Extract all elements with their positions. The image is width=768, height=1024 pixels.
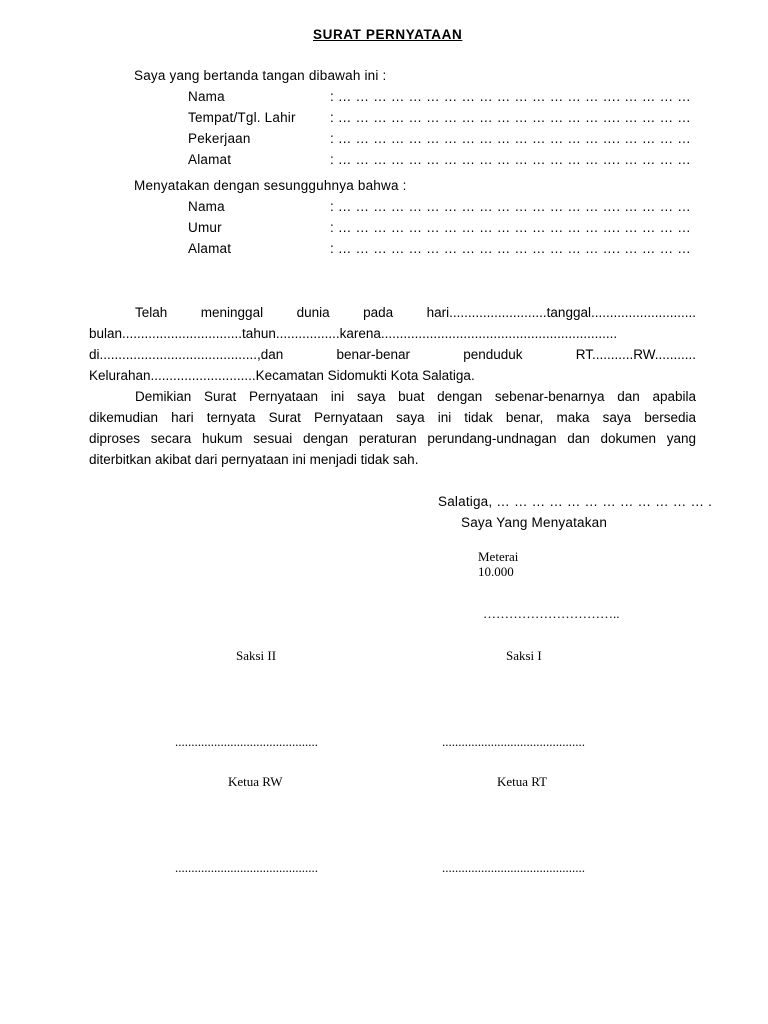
body-line: diproses secara hukum sesuai dengan peraturan perundang-undnagan dan dokumen yang [89,431,696,446]
field-label: Alamat [188,241,232,256]
declare-intro: Menyatakan dengan sesungguhnya bahwa : [134,178,407,193]
field-label: Nama [188,89,225,104]
field-label: Tempat/Tgl. Lahir [188,110,296,125]
rw-head-label: Ketua RW [228,774,283,789]
signer-title: Saya Yang Menyatakan [461,515,608,530]
field-value: : … … … … … … … … … … … … … … … …. … … … … [330,199,691,214]
witness-2-signature-line: ............................................ [175,734,318,749]
intro-text: Saya yang bertanda tangan dibawah ini : [134,68,387,83]
body-line: dikemudian hari ternyata Surat Pernyataan saya ini tidak benar, maka saya bersedia [89,410,696,425]
field-label: Nama [188,199,225,214]
signer-signature-line: ………………………….. [483,606,620,621]
body-line: Demikian Surat Pernyataan ini saya buat dengan sebenar-benarnya dan apabila [135,389,696,404]
field-value: : … … … … … … … … … … … … … … … …. … … … … [330,131,691,146]
witness-2-label: Saksi II [236,648,277,663]
field-value: : … … … … … … … … … … … … … … … …. … … … … [330,241,691,256]
field-value: : … … … … … … … … … … … … … … … …. … … … … [330,220,691,235]
field-value: : … … … … … … … … … … … … … … … …. … … … … [330,89,691,104]
rw-signature-line: ............................................ [175,860,318,875]
witness-1-signature-line: ............................................ [442,734,585,749]
field-value: : … … … … … … … … … … … … … … … …. … … … … [330,110,691,125]
body-line: Telah meninggal dunia pada hari..........................tanggal............................ [135,305,696,320]
rt-signature-line: ............................................ [442,860,585,875]
field-value: : … … … … … … … … … … … … … … … …. … … … … [330,152,691,167]
body-line: di..........................................,dan benar-benar penduduk RT...........RW........... [89,347,696,362]
body-line: diterbitkan akibat dari pernyataan ini menjadi tidak sah. [89,452,419,467]
field-label: Alamat [188,152,232,167]
witness-1-label: Saksi I [506,648,542,663]
rt-head-label: Ketua RT [497,774,548,789]
body-line: bulan................................tahun.................karena............................................................... [89,326,618,341]
field-label: Umur [188,220,222,235]
page-title: SURAT PERNYATAAN [313,27,463,42]
place-date: Salatiga, … … … … … … … … … … … … . [438,494,713,509]
stamp-value: 10.000 [478,564,514,579]
body-line: Kelurahan............................Kecamatan Sidomukti Kota Salatiga. [89,368,475,383]
field-label: Pekerjaan [188,131,251,146]
stamp-label: Meterai [478,549,519,564]
